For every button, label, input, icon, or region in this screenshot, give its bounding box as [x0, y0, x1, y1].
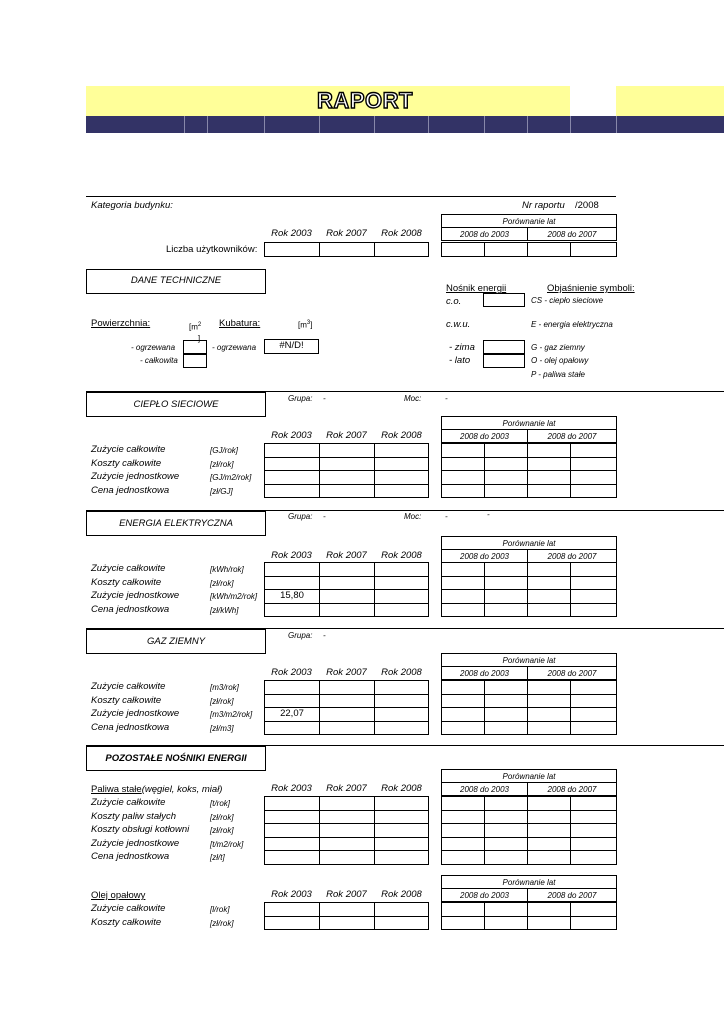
solid-cmp-r3-c2[interactable] [527, 837, 571, 852]
solid-cmp-r2-c1[interactable] [484, 823, 528, 838]
heated-volume-label: - ogrzewana [212, 343, 257, 352]
solid-cell-r2-c2[interactable] [374, 823, 429, 838]
gas-row-label-3: Cena jednostkowa [91, 721, 170, 733]
solid-cmp-r4-c3[interactable] [570, 850, 617, 865]
gas-compare-col1: 2008 do 2003 [460, 669, 509, 678]
elec-group-label: Grupa: [288, 512, 313, 521]
heat-row-label-2: Zużycie jednostkowe [91, 471, 180, 482]
elec-cmp-r1-c1[interactable] [484, 576, 528, 591]
top-year-2: Rok 2008 [381, 228, 422, 239]
heat-row-unit-3: [zł/GJ] [210, 486, 233, 496]
area-label: Powierzchnia: [91, 318, 151, 329]
solid-cell-r4-c1[interactable] [319, 850, 375, 865]
gas-compare-col2: 2008 do 2007 [547, 669, 597, 678]
solid-cmp-r0-c2[interactable] [527, 796, 571, 811]
oil-cmp-r0-c1[interactable] [484, 902, 528, 917]
category-label: Kategoria budynku: [91, 200, 173, 211]
solid-cell-r2-c0[interactable] [264, 823, 320, 838]
elec-compare-label: Porównanie lat [502, 539, 556, 548]
total-area-input[interactable] [183, 354, 207, 368]
header-white-gap [570, 86, 616, 116]
heat-cmp-r0-c1[interactable] [484, 443, 528, 458]
gas-cmp-r2-c1[interactable] [484, 707, 528, 722]
gas-row-unit-3: [zł/m3] [210, 723, 234, 733]
elec-cmp-r3-c2[interactable] [527, 603, 571, 618]
top-year-0: Rok 2003 [271, 228, 312, 239]
gas-cmp-r0-c2[interactable] [527, 680, 571, 695]
heat-cmp-r1-c1[interactable] [484, 457, 528, 472]
solid-cmp-r1-c0[interactable] [441, 810, 485, 825]
gas-cmp-r3-c0[interactable] [441, 721, 485, 736]
oil-cmp-r1-c2[interactable] [527, 916, 571, 931]
symbols-label: Objaśnienie symboli: [547, 283, 635, 294]
volume-label: Kubatura: [219, 318, 261, 329]
elec-cell-r2-c2[interactable] [374, 589, 429, 604]
gas-cmp-r3-c2[interactable] [527, 721, 571, 736]
solid-fuel-label: Paliwa stałe(węgiel, koks, miał) [91, 784, 223, 795]
solid-year-1: Rok 2007 [326, 783, 367, 794]
solid-row-label-3: Zużycie jednostkowe [91, 837, 180, 849]
heat-cmp-r0-c0[interactable] [441, 443, 485, 458]
solid-cell-r3-c2[interactable] [374, 837, 429, 852]
heat-cell-r2-c0[interactable] [264, 470, 320, 485]
heat-cmp-r0-c2[interactable] [527, 443, 571, 458]
solid-cmp-r0-c1[interactable] [484, 796, 528, 811]
solid-cmp-r2-c3[interactable] [570, 823, 617, 838]
heat-row-label-3: Cena jednostkowa [91, 484, 170, 496]
volume-value[interactable]: #N/D! [264, 339, 319, 354]
heat-cmp-r3-c3[interactable] [570, 484, 617, 499]
top-cell-r0-c2[interactable] [374, 242, 429, 257]
gas-cell-r3-c0[interactable] [264, 721, 320, 736]
carrier-label: Nośnik energii [446, 283, 507, 294]
heat-cmp-r2-c3[interactable] [570, 470, 617, 485]
elec-cmp-r3-c0[interactable] [441, 603, 485, 618]
oil-year-0: Rok 2003 [271, 889, 312, 900]
solid-cmp-r1-c3[interactable] [570, 810, 617, 825]
solid-cell-r0-c0[interactable] [264, 796, 320, 811]
heat-cmp-r1-c0[interactable] [441, 457, 485, 472]
elec-cell-r3-c1[interactable] [319, 603, 375, 618]
solid-row-unit-2: [zł/rok] [210, 826, 234, 835]
gas-row-unit-0: [m3/rok] [210, 683, 239, 692]
gas-cmp-r2-c3[interactable] [570, 707, 617, 722]
elec-cell-r0-c0[interactable] [264, 562, 320, 577]
cwu-label: c.w.u. [446, 319, 471, 330]
heat-cell-r3-c2[interactable] [374, 484, 429, 499]
heat-row-label-1: Koszty całkowite [91, 457, 162, 469]
gas-row-label-0: Zużycie całkowite [91, 681, 166, 692]
oil-cell-r1-c1[interactable] [319, 916, 375, 931]
top-cmp-r0-c0[interactable] [441, 242, 485, 257]
gas-cmp-r0-c3[interactable] [570, 680, 617, 695]
elec-cell-r1-c0[interactable] [264, 576, 320, 591]
report-title: RAPORT [317, 88, 413, 113]
section-other-title: POZOSTAŁE NOŚNIKI ENERGII [86, 746, 266, 771]
elec-row-unit-2: [kWh/m2/rok] [210, 592, 258, 601]
top-cmp-r0-c3[interactable] [570, 242, 617, 257]
gas-row-unit-2: [m3/m2/rok] [210, 710, 253, 719]
solid-cell-r4-c0[interactable] [264, 850, 320, 865]
solid-cmp-r4-c0[interactable] [441, 850, 485, 865]
solid-year-0: Rok 2003 [271, 783, 312, 794]
solid-compare-col1: 2008 do 2003 [460, 785, 509, 794]
solid-row-label-1: Koszty paliw stałych [91, 810, 177, 822]
top-compare-col1: 2008 do 2003 [460, 230, 509, 239]
solid-cell-r0-c1[interactable] [319, 796, 375, 811]
heat-cell-r2-c1[interactable] [319, 470, 375, 485]
top-rule [86, 196, 616, 197]
gas-cmp-r0-c0[interactable] [441, 680, 485, 695]
header-band-dividers [0, 116, 724, 133]
elec-cmp-r1-c3[interactable] [570, 576, 617, 591]
gas-row-label-2: Zużycie jednostkowe [91, 708, 180, 719]
solid-row-unit-1: [zł/rok] [210, 812, 234, 822]
solid-cell-r1-c1[interactable] [319, 810, 375, 825]
elec-row-unit-1: [zł/rok] [210, 578, 234, 588]
elec-cmp-r3-c3[interactable] [570, 603, 617, 618]
heat-compare-col1: 2008 do 2003 [460, 432, 509, 441]
heat-cmp-r1-c3[interactable] [570, 457, 617, 472]
co-carrier-input[interactable] [483, 293, 525, 307]
heated-label: - ogrzewana [131, 343, 176, 352]
oil-cell-r0-c0[interactable] [264, 902, 320, 917]
heat-compare-label: Porównanie lat [502, 419, 556, 428]
solid-row-label-0: Zużycie całkowite [91, 797, 166, 808]
solid-compare-label: Porównanie lat [502, 772, 556, 781]
gas-cell-r0-c0[interactable] [264, 680, 320, 695]
solid-row-label-4: Cena jednostkowa [91, 851, 170, 862]
oil-cmp-r1-c3[interactable] [570, 916, 617, 931]
elec-power-label: Moc: [404, 512, 422, 521]
solid-cell-r3-c0[interactable] [264, 837, 320, 852]
solid-cmp-r1-c2[interactable] [527, 810, 571, 825]
elec-power-value: - [445, 512, 448, 521]
elec-cell-r0-c2[interactable] [374, 562, 429, 577]
elec-row-unit-3: [zł/kWh] [210, 605, 239, 615]
gas-year-1: Rok 2007 [326, 667, 367, 678]
heat-cell-r0-c0[interactable] [264, 443, 320, 458]
gas-cell-r1-c1[interactable] [319, 694, 375, 709]
gas-cmp-r1-c0[interactable] [441, 694, 485, 709]
summer-label: - lato [449, 355, 471, 366]
oil-row-unit-0: [l/rok] [210, 905, 230, 914]
top-cmp-r0-c1[interactable] [484, 242, 528, 257]
elec-cmp-r0-c0[interactable] [441, 562, 485, 577]
solid-row-unit-3: [t/m2/rok] [210, 839, 244, 849]
heat-cell-r0-c2[interactable] [374, 443, 429, 458]
gas-cell-r2-c0[interactable]: 22,07 [264, 707, 320, 722]
elec-group-value: - [323, 512, 326, 521]
elec-cell-r2-c1[interactable] [319, 589, 375, 604]
heat-cell-r3-c0[interactable] [264, 484, 320, 499]
report-no-suffix: /2008 [575, 200, 599, 211]
top-cell-r0-c1[interactable] [319, 242, 375, 257]
elec-cmp-r2-c2[interactable] [527, 589, 571, 604]
report-no-label: Nr raportu [522, 200, 565, 211]
solid-cmp-r3-c0[interactable] [441, 837, 485, 852]
summer-carrier-input[interactable] [483, 354, 525, 368]
heat-year-2: Rok 2008 [381, 430, 422, 441]
oil-label: Olej opałowy [91, 890, 146, 901]
gas-cell-r2-c2[interactable] [374, 707, 429, 722]
heat-row-label-0: Zużycie całkowite [91, 444, 166, 455]
winter-label: - zima [449, 342, 475, 353]
oil-cmp-r1-c0[interactable] [441, 916, 485, 931]
elec-row-label-3: Cena jednostkowa [91, 603, 170, 615]
solid-row-unit-4: [zł/t] [210, 853, 225, 862]
elec-row-label-2: Zużycie jednostkowe [91, 590, 180, 601]
top-compare-col2: 2008 do 2007 [547, 230, 597, 239]
symbol-cs: CS - ciepło sieciowe [531, 296, 604, 305]
heated-area-input[interactable] [183, 340, 207, 354]
heat-cmp-r1-c2[interactable] [527, 457, 571, 472]
elec-year-1: Rok 2007 [326, 550, 367, 561]
heat-row-unit-1: [zł/rok] [210, 459, 234, 469]
gas-cmp-r0-c1[interactable] [484, 680, 528, 695]
gas-group-value: - [323, 631, 326, 640]
elec-cmp-r0-c1[interactable] [484, 562, 528, 577]
elec-cell-r1-c2[interactable] [374, 576, 429, 591]
top-year-1: Rok 2007 [326, 228, 367, 239]
solid-cell-r4-c2[interactable] [374, 850, 429, 865]
solid-cell-r2-c1[interactable] [319, 823, 375, 838]
solid-cmp-r2-c2[interactable] [527, 823, 571, 838]
oil-compare-col1: 2008 do 2003 [460, 891, 509, 900]
oil-year-1: Rok 2007 [326, 889, 367, 900]
gas-cell-r1-c0[interactable] [264, 694, 320, 709]
gas-year-0: Rok 2003 [271, 667, 312, 678]
oil-compare-col2: 2008 do 2007 [547, 891, 597, 900]
gas-cell-r2-c1[interactable] [319, 707, 375, 722]
gas-compare-label: Porównanie lat [502, 656, 556, 665]
heat-cell-r2-c2[interactable] [374, 470, 429, 485]
section-elec-title: ENERGIA ELEKTRYCZNA [86, 511, 266, 536]
elec-cell-r1-c1[interactable] [319, 576, 375, 591]
heat-cell-r1-c0[interactable] [264, 457, 320, 472]
solid-cmp-r4-c2[interactable] [527, 850, 571, 865]
heat-group-label: Grupa: [288, 394, 313, 403]
solid-cell-r1-c2[interactable] [374, 810, 429, 825]
gas-row-unit-1: [zł/rok] [210, 696, 234, 706]
heat-cmp-r2-c2[interactable] [527, 470, 571, 485]
elec-year-0: Rok 2003 [271, 550, 312, 561]
gas-group-label: Grupa: [288, 631, 313, 640]
total-label: - całkowita [140, 356, 178, 365]
oil-cell-r0-c2[interactable] [374, 902, 429, 917]
heat-cmp-r2-c1[interactable] [484, 470, 528, 485]
heat-cell-r1-c1[interactable] [319, 457, 375, 472]
gas-cmp-r2-c0[interactable] [441, 707, 485, 722]
symbol-g: G - gaz ziemny [531, 343, 585, 352]
elec-cmp-r2-c3[interactable] [570, 589, 617, 604]
symbol-o: O - olej opałowy [531, 356, 589, 365]
elec-cell-r3-c0[interactable] [264, 603, 320, 618]
elec-cmp-r3-c1[interactable] [484, 603, 528, 618]
heat-cmp-r3-c1[interactable] [484, 484, 528, 499]
solid-compare-col2: 2008 do 2007 [547, 785, 597, 794]
solid-row-unit-0: [t/rok] [210, 799, 231, 808]
heat-compare-col2: 2008 do 2007 [547, 432, 597, 441]
oil-cmp-r0-c2[interactable] [527, 902, 571, 917]
users-label: Liczba użytkowników: [166, 244, 258, 255]
gas-cmp-r1-c1[interactable] [484, 694, 528, 709]
solid-cmp-r1-c1[interactable] [484, 810, 528, 825]
section-tech-title: DANE TECHNICZNE [86, 269, 266, 294]
co-label: c.o. [446, 296, 462, 307]
heat-row-unit-2: [GJ/m2/rok] [210, 473, 252, 482]
gas-cell-r3-c2[interactable] [374, 721, 429, 736]
symbol-p: P - paliwa stałe [531, 370, 585, 379]
elec-compare-col1: 2008 do 2003 [460, 552, 509, 561]
elec-cell-r2-c0[interactable]: 15,80 [264, 589, 320, 604]
heat-cmp-r0-c3[interactable] [570, 443, 617, 458]
oil-row-unit-1: [zł/rok] [210, 918, 234, 928]
symbol-e: E - energia elektryczna [531, 320, 613, 329]
oil-row-label-1: Koszty całkowite [91, 916, 162, 928]
top-cmp-r0-c2[interactable] [527, 242, 571, 257]
solid-year-2: Rok 2008 [381, 783, 422, 794]
winter-carrier-input[interactable] [483, 340, 525, 354]
elec-year-2: Rok 2008 [381, 550, 422, 561]
elec-cmp-r1-c0[interactable] [441, 576, 485, 591]
elec-cell-r3-c2[interactable] [374, 603, 429, 618]
heat-cell-r3-c1[interactable] [319, 484, 375, 499]
heat-cmp-r3-c0[interactable] [441, 484, 485, 499]
top-cell-r0-c0[interactable] [264, 242, 320, 257]
gas-cmp-r2-c2[interactable] [527, 707, 571, 722]
solid-cell-r3-c1[interactable] [319, 837, 375, 852]
elec-cmp-r0-c3[interactable] [570, 562, 617, 577]
solid-cmp-r3-c3[interactable] [570, 837, 617, 852]
solid-cmp-r0-c0[interactable] [441, 796, 485, 811]
area-unit: [$m^2$ ] [189, 322, 202, 343]
elec-row-label-1: Koszty całkowite [91, 576, 162, 588]
heat-cmp-r2-c0[interactable] [441, 470, 485, 485]
oil-year-2: Rok 2008 [381, 889, 422, 900]
heat-power-label: Moc: [404, 394, 422, 403]
gas-cell-r0-c1[interactable] [319, 680, 375, 695]
solid-cmp-r3-c1[interactable] [484, 837, 528, 852]
oil-cmp-r0-c3[interactable] [570, 902, 617, 917]
heat-power-value: - [445, 394, 448, 403]
solid-row-label-2: Koszty obsługi kotłowni [91, 824, 190, 835]
top-compare-label: Porównanie lat [502, 217, 556, 226]
solid-cmp-r0-c3[interactable] [570, 796, 617, 811]
elec-cmp-r1-c2[interactable] [527, 576, 571, 591]
oil-compare-label: Porównanie lat [502, 878, 556, 887]
elec-compare-col2: 2008 do 2007 [547, 552, 597, 561]
gas-cell-r0-c2[interactable] [374, 680, 429, 695]
elec-row-unit-0: [kWh/rok] [210, 565, 244, 574]
solid-cmp-r2-c0[interactable] [441, 823, 485, 838]
gas-cmp-r1-c3[interactable] [570, 694, 617, 709]
heat-cell-r1-c2[interactable] [374, 457, 429, 472]
gas-cell-r3-c1[interactable] [319, 721, 375, 736]
heat-cmp-r3-c2[interactable] [527, 484, 571, 499]
elec-cmp-r2-c1[interactable] [484, 589, 528, 604]
section-gas-title: GAZ ZIEMNY [86, 629, 266, 654]
gas-cmp-r3-c1[interactable] [484, 721, 528, 736]
elec-power-value2: - [487, 510, 490, 519]
elec-cell-r0-c1[interactable] [319, 562, 375, 577]
section-heat-title: CIEPŁO SIECIOWE [86, 392, 266, 417]
gas-cmp-r1-c2[interactable] [527, 694, 571, 709]
volume-unit: $[m^3]$ [298, 320, 313, 330]
heat-year-0: Rok 2003 [271, 430, 312, 441]
heat-cell-r0-c1[interactable] [319, 443, 375, 458]
heat-group-value: - [323, 394, 326, 403]
oil-row-label-0: Zużycie całkowite [91, 903, 166, 914]
oil-cmp-r0-c0[interactable] [441, 902, 485, 917]
elec-row-label-0: Zużycie całkowite [91, 563, 166, 574]
elec-cmp-r0-c2[interactable] [527, 562, 571, 577]
oil-cell-r1-c2[interactable] [374, 916, 429, 931]
elec-cmp-r2-c0[interactable] [441, 589, 485, 604]
gas-cell-r1-c2[interactable] [374, 694, 429, 709]
gas-cmp-r3-c3[interactable] [570, 721, 617, 736]
solid-cell-r0-c2[interactable] [374, 796, 429, 811]
solid-cmp-r4-c1[interactable] [484, 850, 528, 865]
oil-cell-r1-c0[interactable] [264, 916, 320, 931]
oil-cell-r0-c1[interactable] [319, 902, 375, 917]
gas-year-2: Rok 2008 [381, 667, 422, 678]
heat-row-unit-0: [GJ/rok] [210, 446, 239, 455]
heat-year-1: Rok 2007 [326, 430, 367, 441]
gas-row-label-1: Koszty całkowite [91, 694, 162, 706]
oil-cmp-r1-c1[interactable] [484, 916, 528, 931]
solid-cell-r1-c0[interactable] [264, 810, 320, 825]
